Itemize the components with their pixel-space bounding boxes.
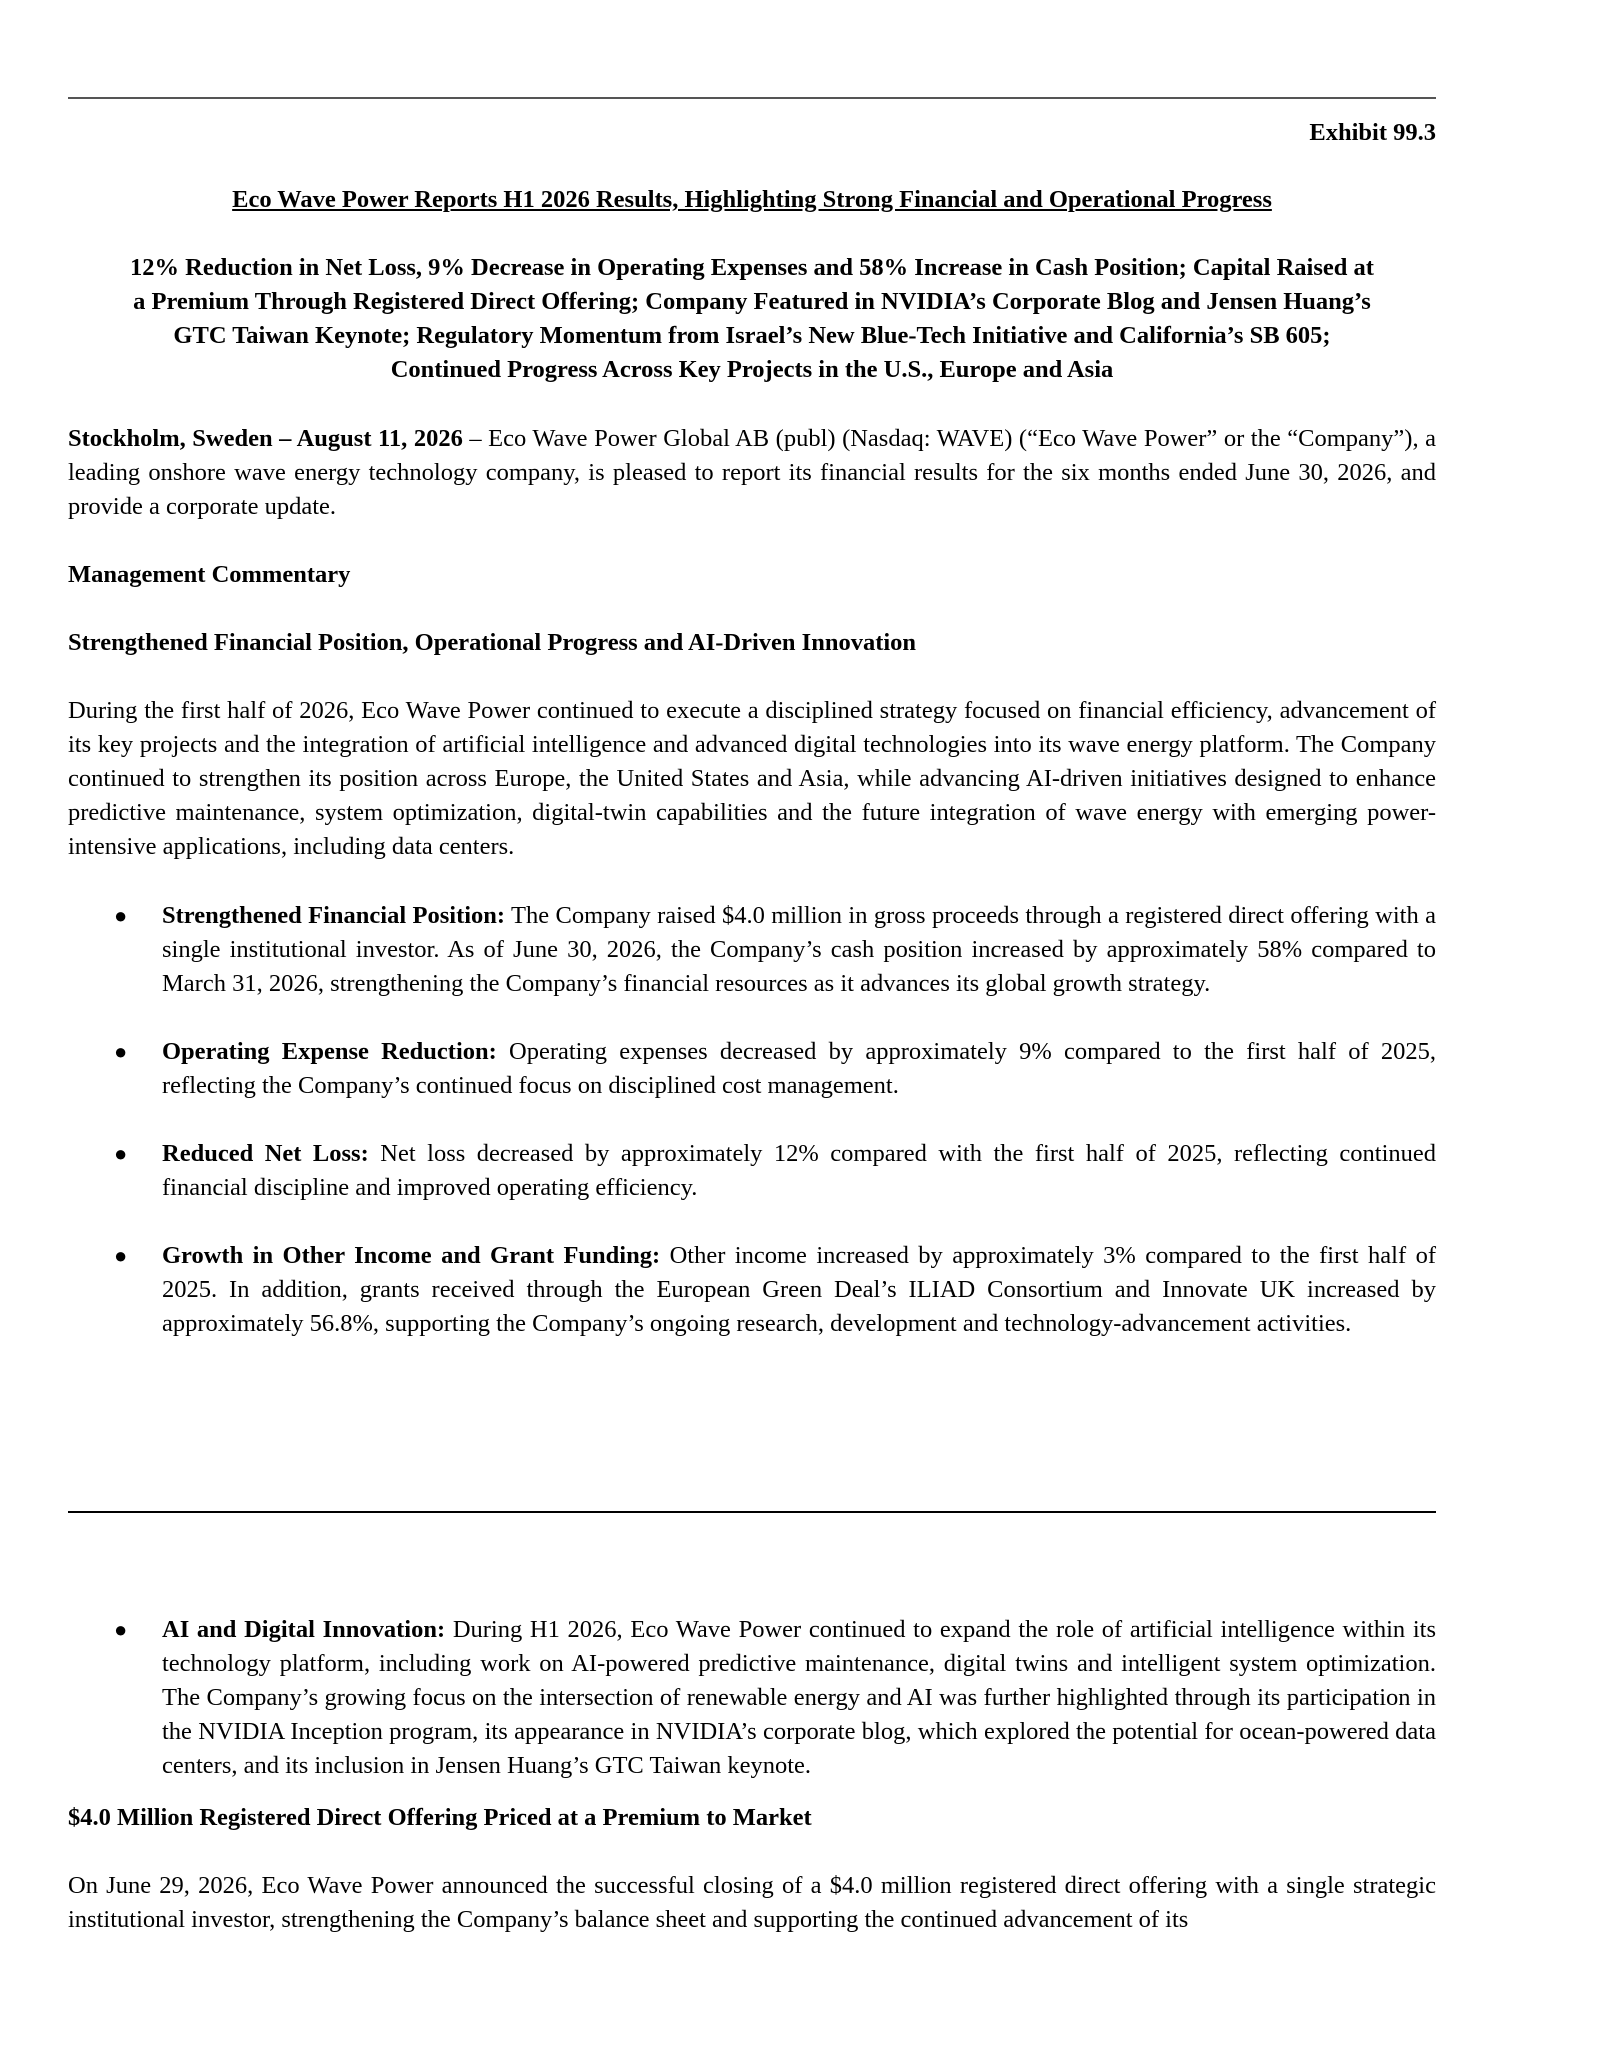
list-item xyxy=(68,1239,1436,1341)
section-heading-offering: $4.0 Million Registered Direct Offering Priced at a Premium to Market xyxy=(68,1804,812,1831)
bullet-icon: ● xyxy=(114,1617,128,1642)
list-item xyxy=(68,1613,1436,1783)
intro-paragraph: During the first half of 2026, Eco Wave Power continued to execute a disciplined strategy focused on financial efficiency, advancement of its key projects and the integration of artificial intelligence and advanced digital technologies into its wave energy platform. The Company continued to strengthen its position across Europe, the United States and Asia, while advancing AI-driven initiatives designed to enhance predictive maintenance, system optimization, digital-twin capabilities and the future integration of wave energy with emerging power-intensive applications, including data centers. xyxy=(68,697,1436,860)
bullet-text: During H1 2026, Eco Wave Power continued to expand the role of artificial intelligence within its technology platform, including work on AI-powered predictive maintenance, digital twins and intelligent system optimization. The Company’s growing focus on the intersection of renewable energy and AI was further highlighted through its participation in the NVIDIA Inception program, its appearance in NVIDIA’s corporate blog, which explored the potential for ocean-powered data centers, and its inclusion in Jensen Huang’s GTC Taiwan keynote. xyxy=(162,1616,1436,1779)
subheadline-line: Continued Progress Across Key Projects in the U.S., Europe and Asia xyxy=(390,356,1114,383)
list-item xyxy=(68,1035,1436,1103)
exhibit-label: Exhibit 99.3 xyxy=(1309,119,1436,146)
bullet-text: Other income increased by approximately 3% compared to the first half of 2025. In addition, grants received through the European Green Deal’s ILIAD Consortium and Innovate UK increased by approximately 56.8%, supporting the Company’s ongoing research, development and technology-advancement activities. xyxy=(162,1242,1436,1337)
bullet-text: Net loss decreased by approximately 12% compared with the first half of 2025, reflecting continued financial discipline and improved operating efficiency. xyxy=(162,1140,1436,1201)
page-break-divider xyxy=(68,1511,1436,1513)
offering-paragraph: On June 29, 2026, Eco Wave Power announced the successful closing of a $4.0 million registered direct offering with a single strategic institutional investor, strengthening the Company’s balance sheet and supporting the continued advancement of its xyxy=(68,1872,1436,1933)
subheadline-line: a Premium Through Registered Direct Offering; Company Featured in NVIDIA’s Corporate Blog and Jensen Huang’s xyxy=(133,288,1371,315)
section-heading-strengthened: Strengthened Financial Position, Operational Progress and AI-Driven Innovation xyxy=(68,629,917,656)
highlights-list xyxy=(68,899,1436,1341)
bullet-lead: Reduced Net Loss: xyxy=(162,1140,369,1167)
press-release-headline: Eco Wave Power Reports H1 2026 Results, Highlighting Strong Financial and Operational Progress xyxy=(232,186,1272,213)
dateline-text: – Eco Wave Power Global AB (publ) (Nasdaq: WAVE) (“Eco Wave Power” or the “Company”), a leading onshore wave energy technology company, is pleased to report its financial results for the six months ended June 30, 2026, and provide a corporate update. xyxy=(68,425,1436,520)
bullet-lead: AI and Digital Innovation: xyxy=(162,1616,446,1643)
bullet-lead: Strengthened Financial Position: xyxy=(162,902,506,929)
highlights-list-continued xyxy=(68,1613,1436,1783)
top-divider xyxy=(68,97,1436,99)
press-release-subheadline xyxy=(68,251,1436,387)
bullet-lead: Operating Expense Reduction: xyxy=(162,1038,497,1065)
bullet-icon: ● xyxy=(114,1039,128,1064)
list-item xyxy=(68,1137,1436,1205)
bullet-text: The Company raised $4.0 million in gross proceeds through a registered direct offering with a single institutional investor. As of June 30, 2026, the Company’s cash position increased by approximately 58% compared to March 31, 2026, strengthening the Company’s financial resources as it advances its global growth strategy. xyxy=(162,902,1436,997)
dateline-paragraph xyxy=(68,422,1436,524)
list-item xyxy=(68,899,1436,1001)
bullet-icon: ● xyxy=(114,903,128,928)
subheadline-line: 12% Reduction in Net Loss, 9% Decrease in Operating Expenses and 58% Increase in Cash Position; Capital Raised at xyxy=(130,254,1374,281)
dateline-location-date: Stockholm, Sweden – August 11, 2026 xyxy=(68,425,463,452)
bullet-icon: ● xyxy=(114,1141,128,1166)
bullet-lead: Growth in Other Income and Grant Funding: xyxy=(162,1242,661,1269)
bullet-text: Operating expenses decreased by approximately 9% compared to the first half of 2025, reflecting the Company’s continued focus on disciplined cost management. xyxy=(162,1038,1436,1099)
bullet-icon: ● xyxy=(114,1243,128,1268)
section-heading-management: Management Commentary xyxy=(68,561,351,588)
subheadline-line: GTC Taiwan Keynote; Regulatory Momentum from Israel’s New Blue-Tech Initiative and California’s SB 605; xyxy=(173,322,1331,349)
